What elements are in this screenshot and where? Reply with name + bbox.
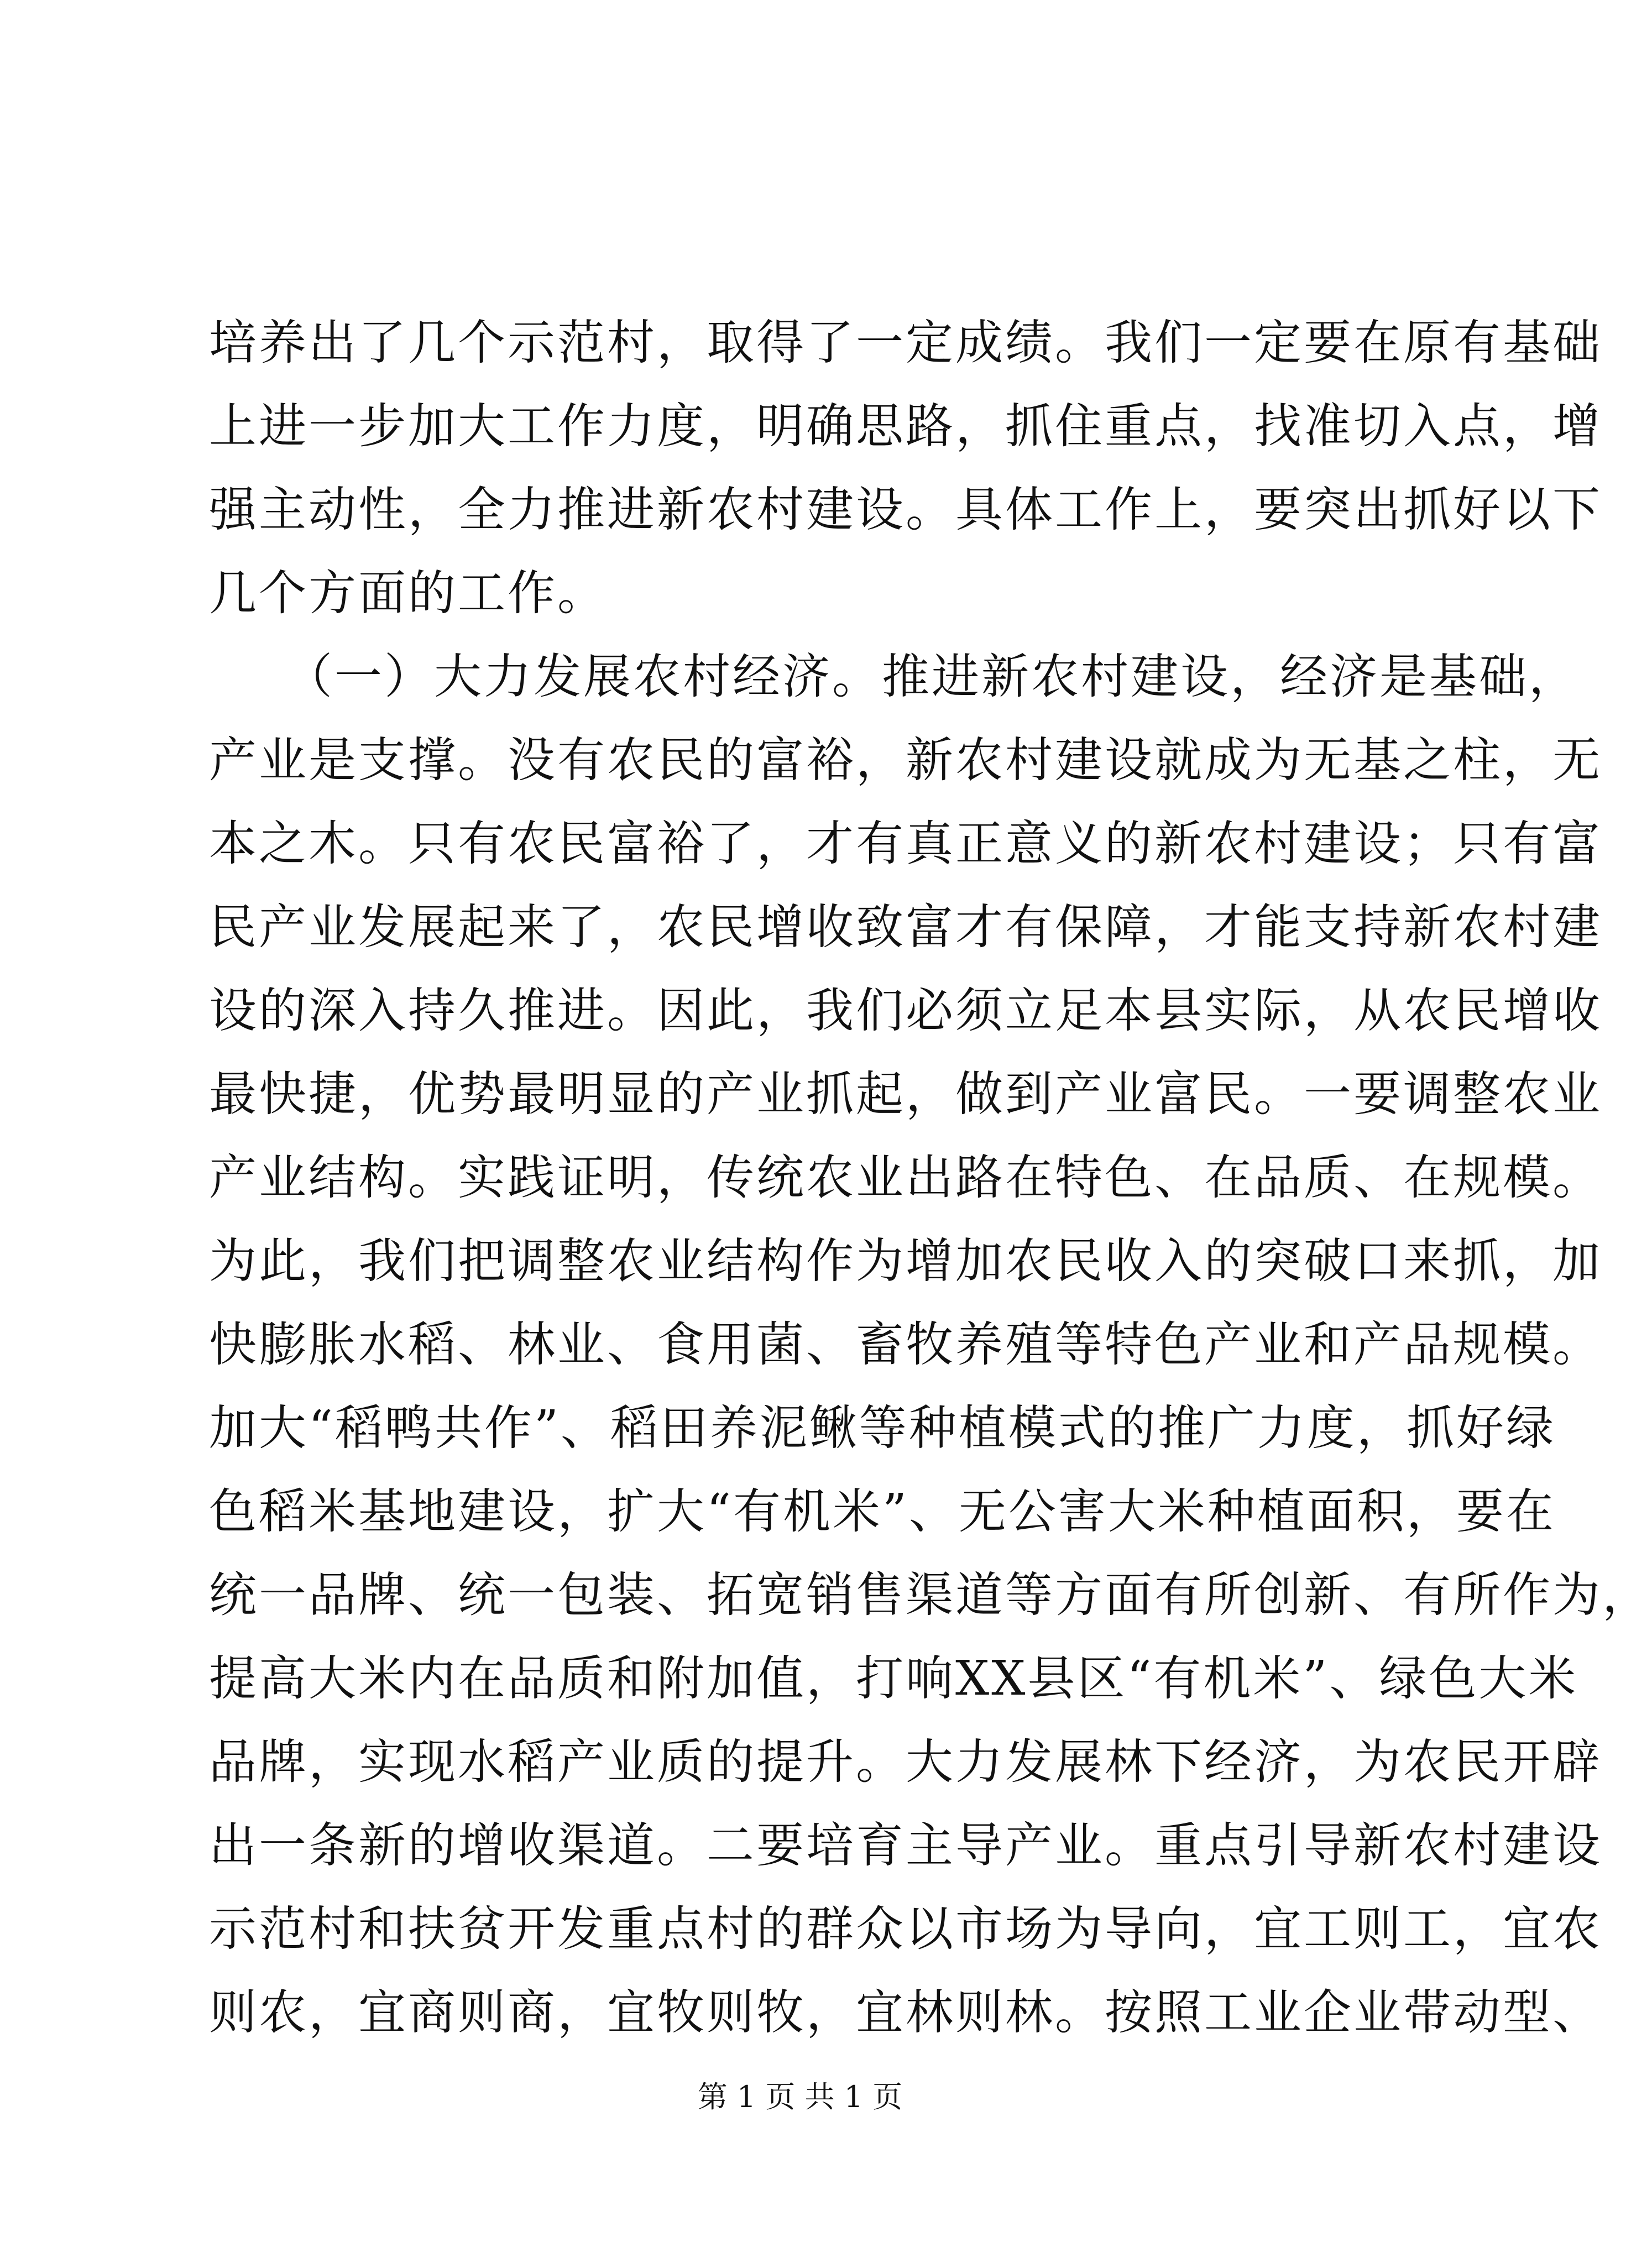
text-line: 产业结构。实践证明，传统农业出路在特色、在品质、在规模。	[209, 1150, 1602, 1205]
text-line: 培养出了几个示范村，取得了一定成绩。我们一定要在原有基础	[209, 315, 1602, 370]
text-line: 本之木。只有农民富裕了，才有真正意义的新农村建设；只有富	[209, 816, 1602, 871]
text-line: （一）大力发展农村经济。推进新农村建设，经济是基础，	[209, 649, 1578, 704]
text-line: 为此，我们把调整农业结构作为增加农民收入的突破口来抓，加	[209, 1234, 1602, 1289]
body-text	[209, 301, 1652, 2055]
text-line: 民产业发展起来了，农民增收致富才有保障，才能支持新农村建	[209, 900, 1602, 955]
text-line: 提高大米内在品质和附加值，打响XX县区“有机米”、绿色大米	[209, 1651, 1578, 1706]
text-line: 统一品牌、统一包装、拓宽销售渠道等方面有所创新、有所作为，	[209, 1567, 1652, 1623]
text-line: 出一条新的增收渠道。二要培育主导产业。重点引导新农村建设	[209, 1818, 1602, 1873]
text-line: 快膨胀水稻、林业、食用菌、畜牧养殖等特色产业和产品规模。	[209, 1317, 1602, 1372]
text-line: 强主动性，全力推进新农村建设。具体工作上，要突出抓好以下	[209, 482, 1602, 537]
text-line: 上进一步加大工作力度，明确思路，抓住重点，找准切入点，增	[209, 399, 1602, 454]
page-footer: 第 1 页 共 1 页	[697, 2079, 903, 2114]
text-line: 则农，宜商则商，宜牧则牧，宜林则林。按照工业企业带动型、	[209, 1985, 1602, 2040]
text-line: 最快捷，优势最明显的产业抓起，做到产业富民。一要调整农业	[209, 1067, 1602, 1122]
text-line: 色稻米基地建设，扩大“有机米”、无公害大米种植面积，要在	[209, 1484, 1556, 1539]
text-line: 设的深入持久推进。因此，我们必须立足本县实际，从农民增收	[209, 983, 1602, 1038]
text-line: 加大“稻鸭共作”、稻田养泥鳅等种植模式的推广力度，抓好绿	[209, 1400, 1556, 1456]
text-line: 品牌，实现水稻产业质的提升。大力发展林下经济，为农民开辟	[209, 1734, 1602, 1790]
text-line: 示范村和扶贫开发重点村的群众以市场为导向，宜工则工，宜农	[209, 1901, 1602, 1957]
text-line: 产业是支撑。没有农民的富裕，新农村建设就成为无基之柱，无	[209, 733, 1602, 788]
text-line: 几个方面的工作。	[209, 566, 607, 621]
